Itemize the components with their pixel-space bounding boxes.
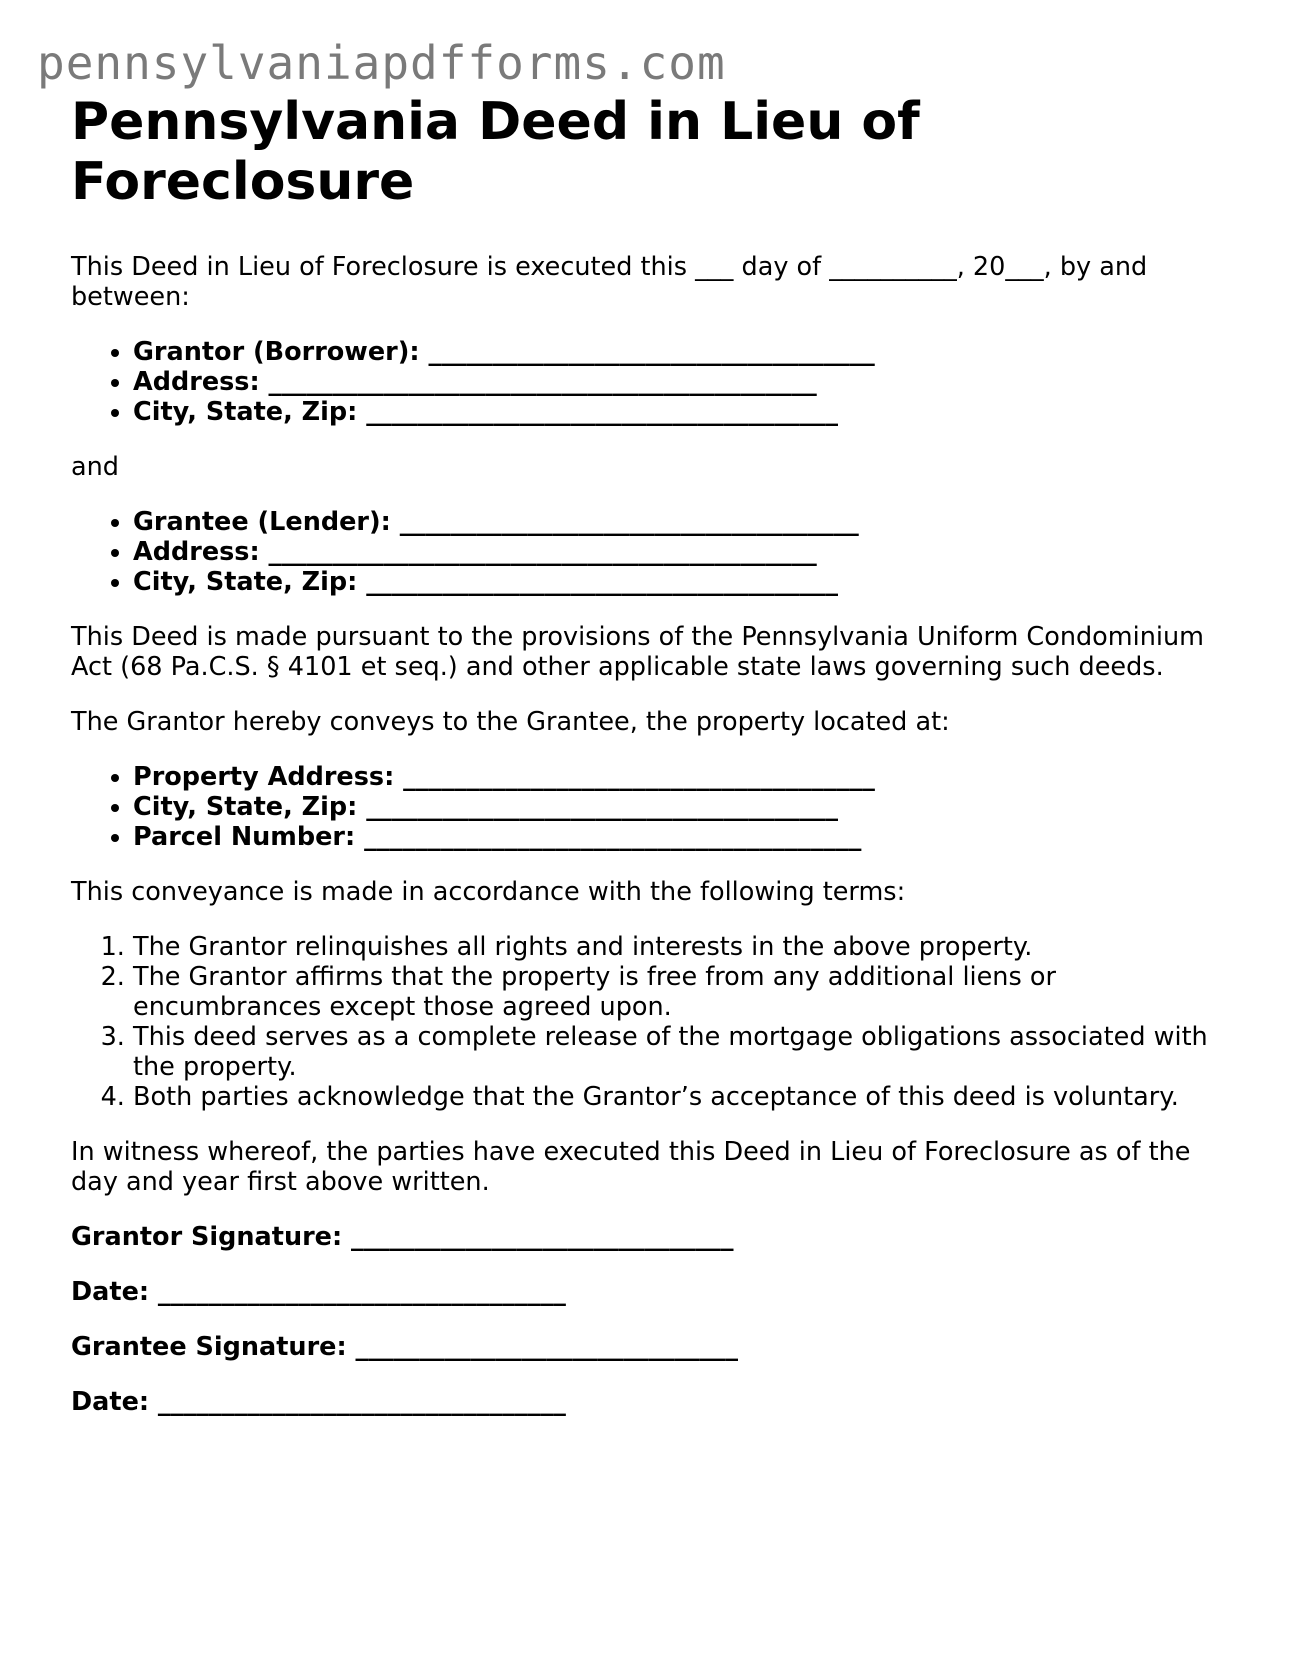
- grantor-city-state-zip-field: • City, State, Zip: _____________________________________: [133, 397, 1221, 427]
- conveyance-paragraph: The Grantor hereby conveys to the Grantee, the property located at:: [71, 707, 950, 737]
- property-address-field: • Property Address: _____________________________________: [133, 762, 1221, 792]
- term-item: 3. This deed serves as a complete release of the mortgage obligations associated with the property.: [133, 1022, 1221, 1082]
- witness-paragraph: In witness whereof, the parties have executed this Deed in Lieu of Foreclosure as of the day and year first above written.: [71, 1137, 1191, 1197]
- grantor-date-line: Date: ________________________________: [71, 1277, 566, 1307]
- grantor-signature-line: Grantor Signature: ______________________________: [71, 1222, 734, 1252]
- grantor-field-list: [71, 337, 1221, 427]
- site-watermark: pennsylvaniapdfforms.com: [37, 36, 726, 90]
- grantee-signature-line: Grantee Signature: ______________________________: [71, 1332, 739, 1362]
- grantee-city-state-zip-field: • City, State, Zip: _____________________________________: [133, 567, 1221, 597]
- deed-document: [71, 92, 1221, 1442]
- terms-list: [71, 932, 1221, 1112]
- term-item: 1. The Grantor relinquishes all rights and interests in the above property.: [133, 932, 1221, 962]
- term-item: 4. Both parties acknowledge that the Grantor’s acceptance of this deed is voluntary.: [133, 1082, 1221, 1112]
- property-field-list: [71, 762, 1221, 852]
- statute-paragraph: This Deed is made pursuant to the provisions of the Pennsylvania Uniform Condominium Act (68 Pa.C.S. § 4101 et seq.) and other applicable state laws governing such deeds.: [71, 622, 1204, 682]
- grantee-field-list: [71, 507, 1221, 597]
- parcel-number-field: • Parcel Number: _______________________________________: [133, 822, 1221, 852]
- grantee-name-field: • Grantee (Lender): ____________________________________: [133, 507, 1221, 537]
- property-city-state-zip-field: • City, State, Zip: _____________________________________: [133, 792, 1221, 822]
- grantee-address-field: • Address: ___________________________________________: [133, 537, 1221, 567]
- grantor-name-field: • Grantor (Borrower): ___________________________________: [133, 337, 1221, 367]
- terms-intro: This conveyance is made in accordance with the following terms:: [71, 877, 906, 907]
- grantor-address-field: • Address: ___________________________________________: [133, 367, 1221, 397]
- grantee-date-line: Date: ________________________________: [71, 1387, 566, 1417]
- conjunction-text: and: [71, 452, 119, 482]
- intro-paragraph: This Deed in Lieu of Foreclosure is executed this ___ day of __________, 20___, by and between:: [71, 252, 1148, 312]
- term-item: 2. The Grantor affirms that the property is free from any additional liens or encumbrances except those agreed upon.: [133, 962, 1221, 1022]
- document-title: Pennsylvania Deed in Lieu of Foreclosure: [71, 92, 920, 212]
